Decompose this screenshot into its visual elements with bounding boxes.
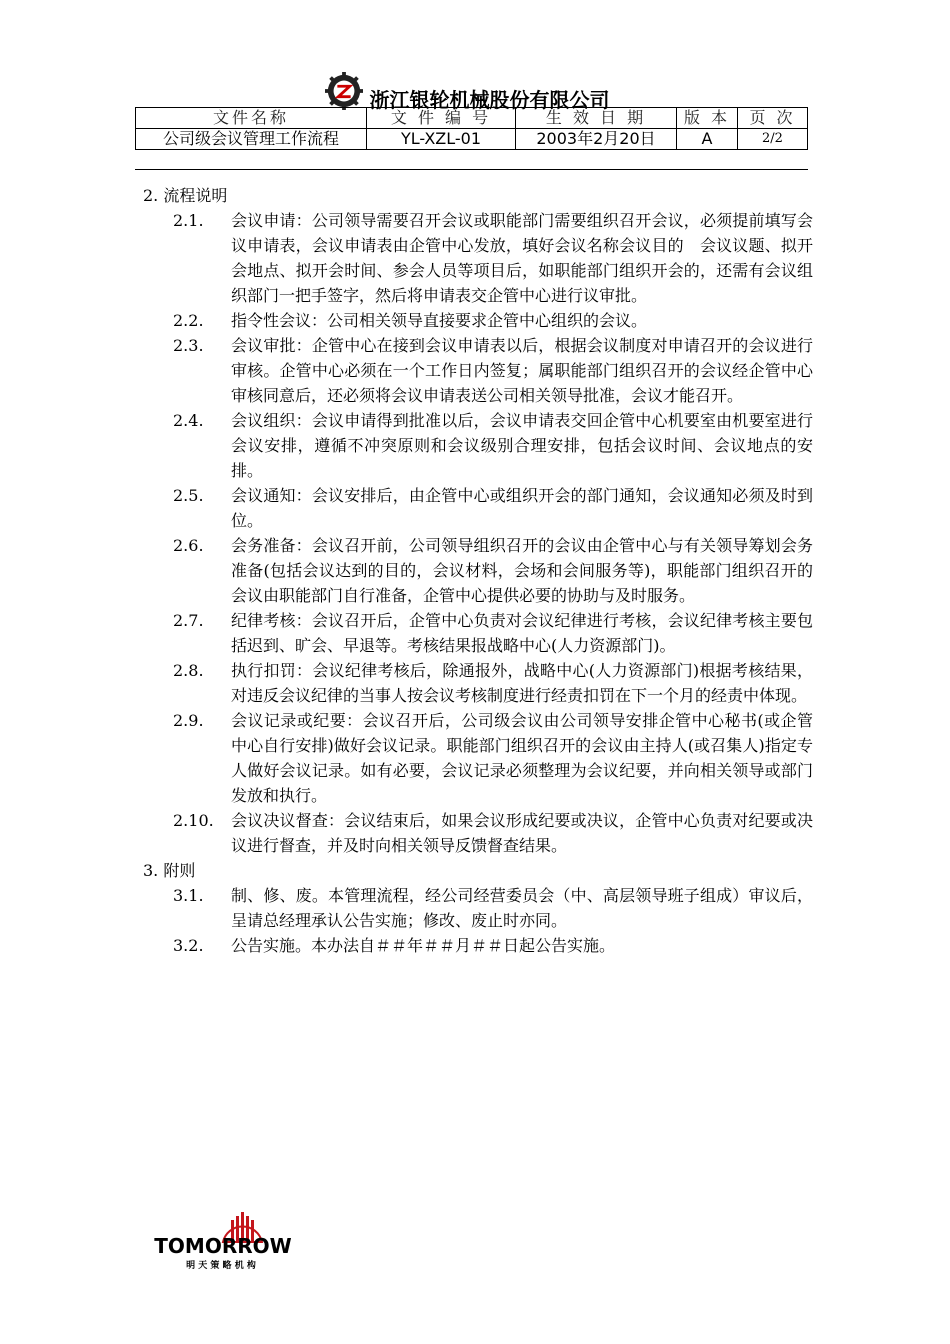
document-body (143, 183, 813, 958)
item-text: 会议通知：会议安排后，由企管中心或组织开会的部门通知，会议通知必须及时到位。 (231, 486, 813, 530)
section-appendix (143, 858, 813, 958)
item-number: 3.1. (173, 886, 204, 905)
item-number: 2.2. (173, 311, 204, 330)
item-number: 2.5. (173, 486, 204, 505)
item-number: 2.7. (173, 611, 204, 630)
doc-name-value: 公司级会议管理工作流程 (136, 129, 367, 150)
document-info-table (135, 107, 808, 150)
item-text: 制、修、废。本管理流程，经公司经营委员会（中、高层领导班子组成）审议后，呈请总经理承认公告实施；修改、废止时亦同。 (231, 886, 813, 930)
item-number: 2.4. (173, 411, 204, 430)
logo-brand: TOMORROW (154, 1234, 292, 1258)
item-text: 会务准备：会议召开前，公司领导组织召开的会议由企管中心与有关领导筹划会务准备(包括会议达到的目的，会议材料，会场和会间服务等)，职能部门组织召开的会议由职能部门自行准备，企管中心提供必要的协助与及时服务。 (231, 536, 813, 605)
list-item (143, 608, 813, 658)
section-title: 3. 附则 (143, 861, 196, 880)
list-item (143, 933, 813, 958)
tomorrow-logo-icon (143, 1212, 303, 1272)
item-text: 会议审批：企管中心在接到会议申请表以后，根据会议制度对申请召开的会议进行审核。企管中心必须在一个工作日内签复；属职能部门组织召开的会议经企管中心审核同意后，还必须将会议申请表送公司相关领导批准，会议才能召开。 (231, 336, 813, 405)
date-value: 2003年2月20日 (516, 129, 677, 150)
list-item (143, 658, 813, 708)
item-text: 公告实施。本办法自＃＃年＃＃月＃＃日起公告实施。 (231, 936, 616, 955)
list-item (143, 808, 813, 858)
list-item (143, 308, 813, 333)
item-text: 指令性会议：公司相关领导直接要求企管中心组织的会议。 (231, 311, 648, 330)
item-text: 会议决议督查：会议结束后，如果会议形成纪要或决议，企管中心负责对纪要或决议进行督查，并及时向相关领导反馈督查结果。 (231, 811, 813, 855)
doc-no-value: YL-XZL-01 (367, 129, 516, 150)
item-text: 执行扣罚：会议纪律考核后，除通报外，战略中心(人力资源部门)根据考核结果，对违反会议纪律的当事人按会议考核制度进行经责扣罚在下一个月的经责中体现。 (231, 661, 813, 705)
list-item (143, 408, 813, 483)
list-item (143, 333, 813, 408)
version-value: A (677, 129, 738, 150)
list-item (143, 883, 813, 933)
col-header-date: 生 效 日 期 (516, 108, 677, 129)
page-value: 2/2 (738, 129, 808, 150)
company-logo-icon (325, 72, 363, 110)
item-number: 2.8. (173, 661, 204, 680)
item-text: 会议记录或纪要：会议召开后，公司级会议由公司领导安排企管中心秘书(或企管中心自行安排)做好会议记录。职能部门组织召开的会议由主持人(或召集人)指定专人做好会议记录。如有必要，会议记录必须整理为会议纪要，并向相关领导或部门发放和执行。 (231, 711, 813, 805)
item-number: 3.2. (173, 936, 204, 955)
list-item (143, 533, 813, 608)
item-text: 会议组织：会议申请得到批准以后，会议申请表交回企管中心机要室由机要室进行会议安排，遵循不冲突原则和会议级别合理安排，包括会议时间、会议地点的安排。 (231, 411, 813, 480)
col-header-page: 页 次 (738, 108, 808, 129)
item-text: 会议申请：公司领导需要召开会议或职能部门需要组织召开会议，必须提前填写会议申请表，会议申请表由企管中心发放，填好会议名称会议目的 会议议题、拟开会地点、拟开会时间、参会人员等项目后，如职能部门组织开会的，还需有会议组织部门一把手签字，然后将申请表交企管中心进行议审批。 (231, 211, 813, 305)
section-process (143, 183, 813, 858)
item-number: 2.10. (173, 811, 214, 830)
item-number: 2.9. (173, 711, 204, 730)
item-number: 2.6. (173, 536, 204, 555)
col-header-doc-no: 文 件 编 号 (367, 108, 516, 129)
item-number: 2.3. (173, 336, 204, 355)
list-item (143, 708, 813, 808)
list-item (143, 483, 813, 533)
logo-subtitle: 明 天 策 略 机 构 (186, 1261, 256, 1271)
section-title: 2. 流程说明 (143, 186, 228, 205)
list-item (143, 208, 813, 308)
company-name: 浙江银轮机械股份有限公司 (369, 88, 610, 112)
col-header-doc-name: 文件名称 (136, 108, 367, 129)
item-text: 纪律考核：会议召开后，企管中心负责对会议纪律进行考核，会议纪律考核主要包括迟到、旷会、早退等。考核结果报战略中心(人力资源部门)。 (231, 611, 813, 655)
item-number: 2.1. (173, 211, 204, 230)
header-divider (135, 169, 808, 170)
col-header-version: 版 本 (677, 108, 738, 129)
